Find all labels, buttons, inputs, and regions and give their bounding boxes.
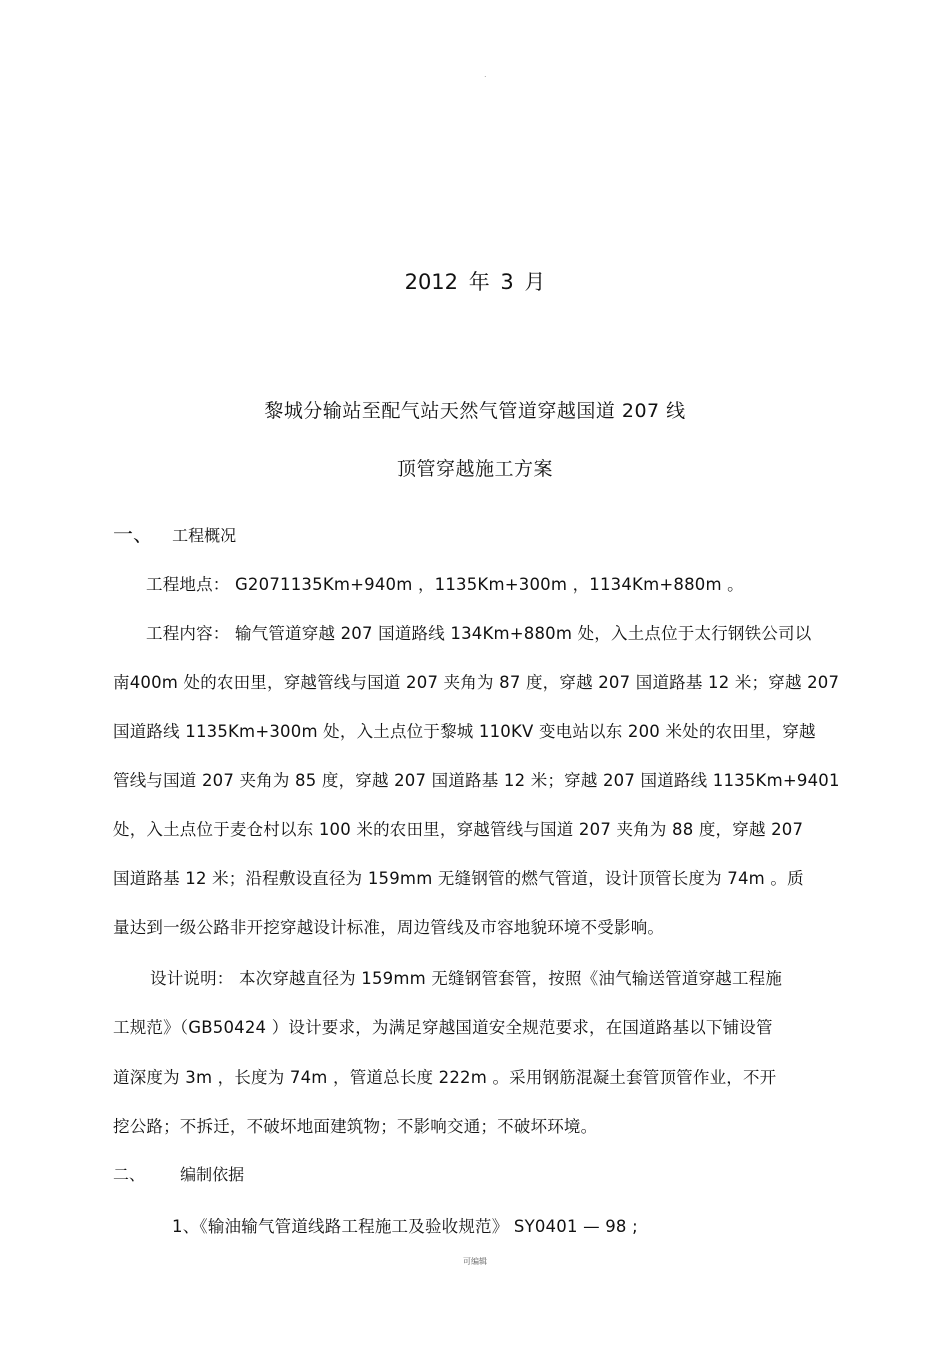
section-2-title: 编制依据 [180,1165,245,1184]
design-line-4: 挖公路；不拆迁，不破坏地面建筑物；不影响交通；不破坏环境。 [113,1117,598,1136]
content-line-2: 南400m 处的农田里，穿越管线与国道 207 夹角为 87 度，穿越 207 国道路基 12 米；穿越 207 [113,673,840,692]
page-footer: 可编辑 [463,1257,487,1266]
content-line-5: 处，入土点位于麦仓村以东 100 米的农田里，穿越管线与国道 207 夹角为 88 度，穿越 207 [113,820,804,839]
document-date: 2012 年 3 月 [404,270,546,294]
document-title-line-2: 顶管穿越施工方案 [396,458,553,480]
section-1-heading [113,518,236,547]
content-line-4: 管线与国道 207 夹角为 85 度，穿越 207 国道路基 12 米；穿越 207 国道路线 1135Km+9401 [113,771,840,790]
content-line-6: 国道路基 12 米；沿程敷设直径为 159mm 无缝钢管的燃气管道，设计顶管长度为 74m 。质 [113,869,804,888]
section-2-heading [113,1162,244,1185]
top-mark: . [484,70,487,79]
document-title-line-1: 黎城分输站至配气站天然气管道穿越国道 207 线 [264,400,686,422]
section-1-title: 工程概况 [172,526,237,545]
project-location: 工程地点： G2071135Km+940m ，1135Km+300m ，1134Km+880m 。 [146,575,744,594]
content-line-3: 国道路线 1135Km+300m 处，入土点位于黎城 110KV 变电站以东 200 米处的农田里，穿越 [113,722,816,741]
reference-item-1: 1、《输油输气管道线路工程施工及验收规范》 SY0401 — 98 ; [172,1217,638,1236]
design-line-2: 工规范》（GB50424 ）设计要求，为满足穿越国道安全规范要求，在国道路基以下铺设管 [113,1018,773,1037]
design-line-1: 设计说明： 本次穿越直径为 159mm 无缝钢管套管，按照《油气输送管道穿越工程施 [150,969,783,988]
section-2-number: 二、 [113,1165,146,1184]
content-line-1: 工程内容： 输气管道穿越 207 国道路线 134Km+880m 处，入土点位于太行钢铁公司以 [146,624,812,643]
content-line-7: 量达到一级公路非开挖穿越设计标准，周边管线及市容地貌环境不受影响。 [113,918,665,937]
design-line-3: 道深度为 3m ，长度为 74m ，管道总长度 222m 。采用钢筋混凝土套管顶管作业，不开 [113,1068,777,1087]
section-1-number: 一、 [113,522,153,546]
